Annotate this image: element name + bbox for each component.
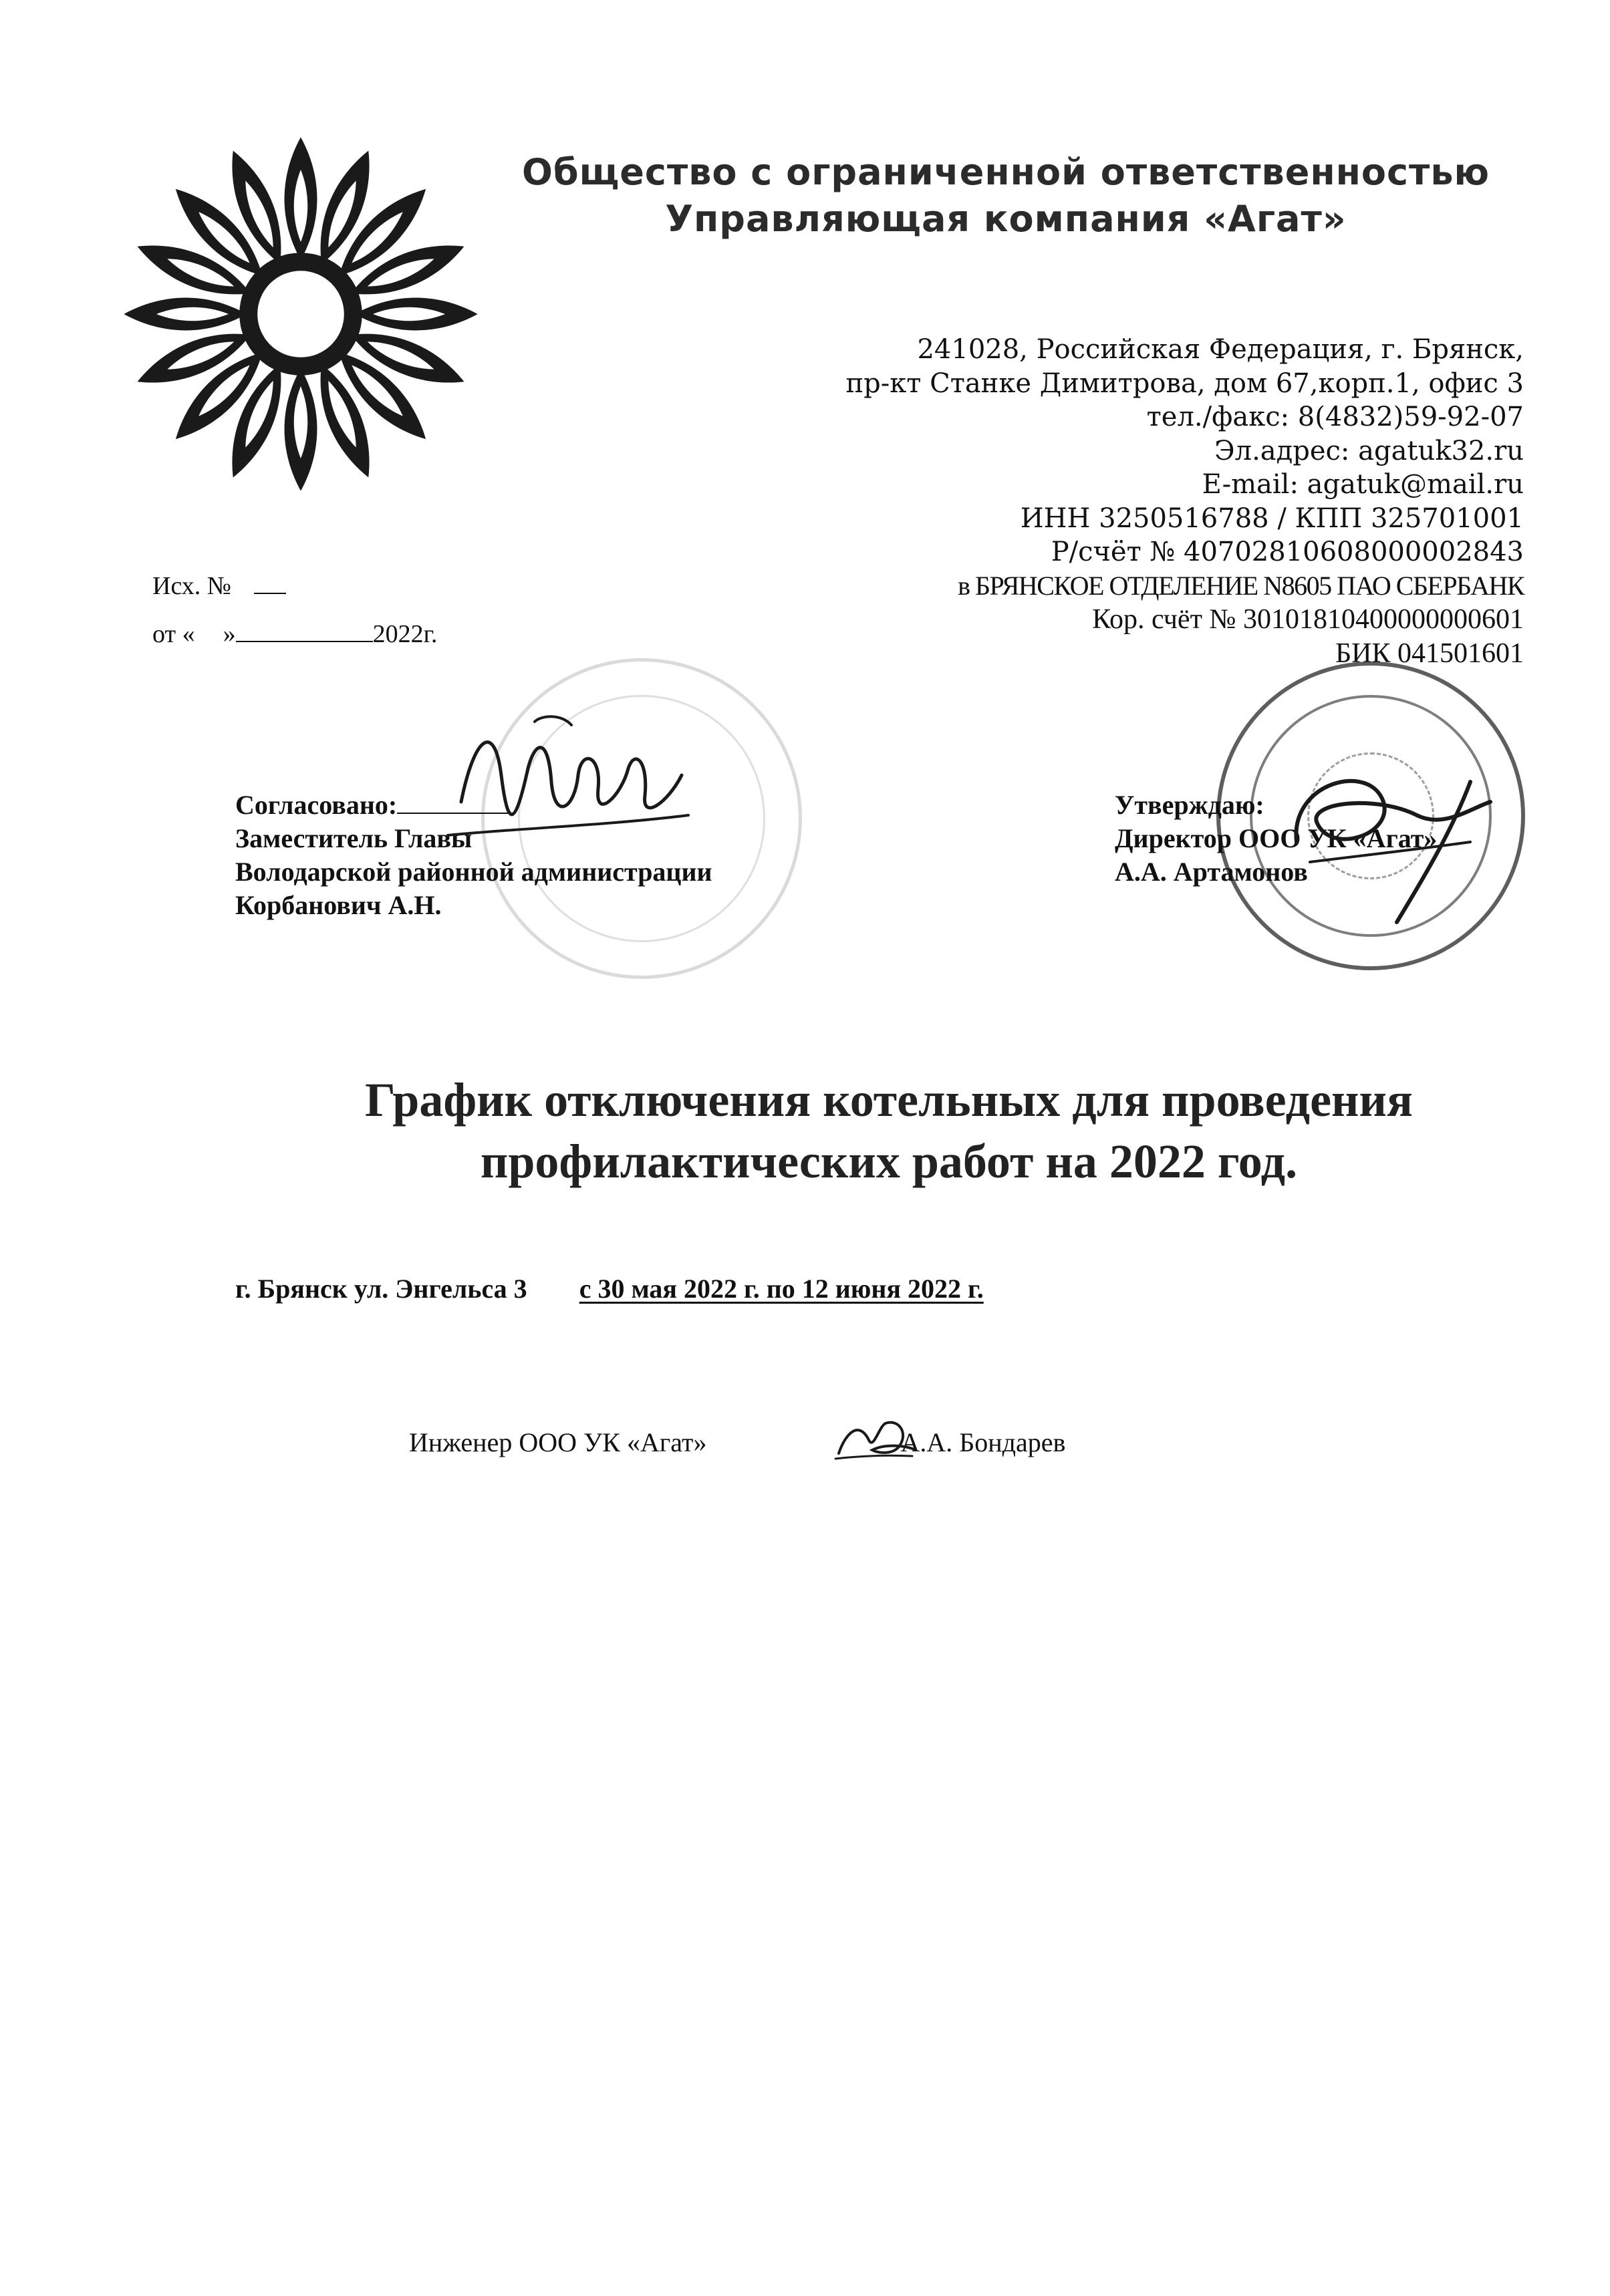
schedule-period: с 30 мая 2022 г. по 12 июня 2022 г. [579,1274,984,1304]
address-line1: 241028, Российская Федерация, г. Брянск, [917,334,1524,365]
bik-line: БИК 041501601 [1335,637,1524,669]
outgoing-date [152,619,437,649]
phone-line: тел./факс: 8(4832)59-92-07 [1146,402,1524,432]
email-line: E-mail: agatuk@mail.ru [1202,469,1524,500]
agreed-label: Согласовано: [235,790,398,820]
outgoing-number [152,571,286,601]
engineer-position: Инженер ООО УК «Агат» [409,1427,707,1457]
company-name-line2: Управляющая компания «Агат» [665,198,1347,240]
outgoing-number-blank [254,573,286,594]
corr-account-line: Кор. счёт № 30101810400000000601 [1092,604,1524,635]
outgoing-number-label: Исх. № [152,572,232,600]
engineer-name: А.А. Бондарев [900,1427,1066,1457]
outgoing-date-suffix: 2022г. [372,620,438,648]
approve-position: Директор ООО УК «Агат» [1115,823,1438,853]
address-line2: пр-кт Станке Димитрова, дом 67,корп.1, офис 3 [845,368,1524,399]
company-name-line1: Общество с ограниченной ответственностью [522,151,1490,193]
agreed-signature-line [397,794,511,814]
approve-block [1115,788,1437,889]
website-line: Эл.адрес: agatuk32.ru [1214,435,1524,466]
schedule-address: г. Брянск ул. Энгельса 3 [235,1274,527,1304]
agreed-block [235,788,712,922]
company-logo [120,134,481,494]
page-title [234,1069,1544,1192]
company-contacts [769,333,1524,670]
bank-line: в БРЯНСКОЕ ОТДЕЛЕНИЕ N8605 ПАО СБЕРБАНК [958,570,1524,601]
outgoing-date-prefix: от « [152,620,195,648]
title-line1: График отключения котельных для проведения [365,1073,1413,1127]
inn-kpp-line: ИНН 3250516788 / КПП 325701001 [1020,503,1524,534]
outgoing-date-blank [236,621,373,642]
approve-label: Утверждаю: [1115,790,1264,820]
approve-name: А.А. Артамонов [1115,857,1308,887]
engineer-line [409,1427,1065,1458]
title-line2: профилактических работ на 2022 год. [480,1135,1298,1188]
schedule-line [235,1273,984,1304]
agreed-position1: Заместитель Главы [235,823,473,853]
agreed-name: Корбанович А.Н. [235,890,442,920]
account-line: Р/счёт № 40702810608000002843 [1051,537,1524,567]
agreed-position2: Володарской районной администрации [235,857,712,887]
outgoing-date-middle: » [223,620,236,648]
